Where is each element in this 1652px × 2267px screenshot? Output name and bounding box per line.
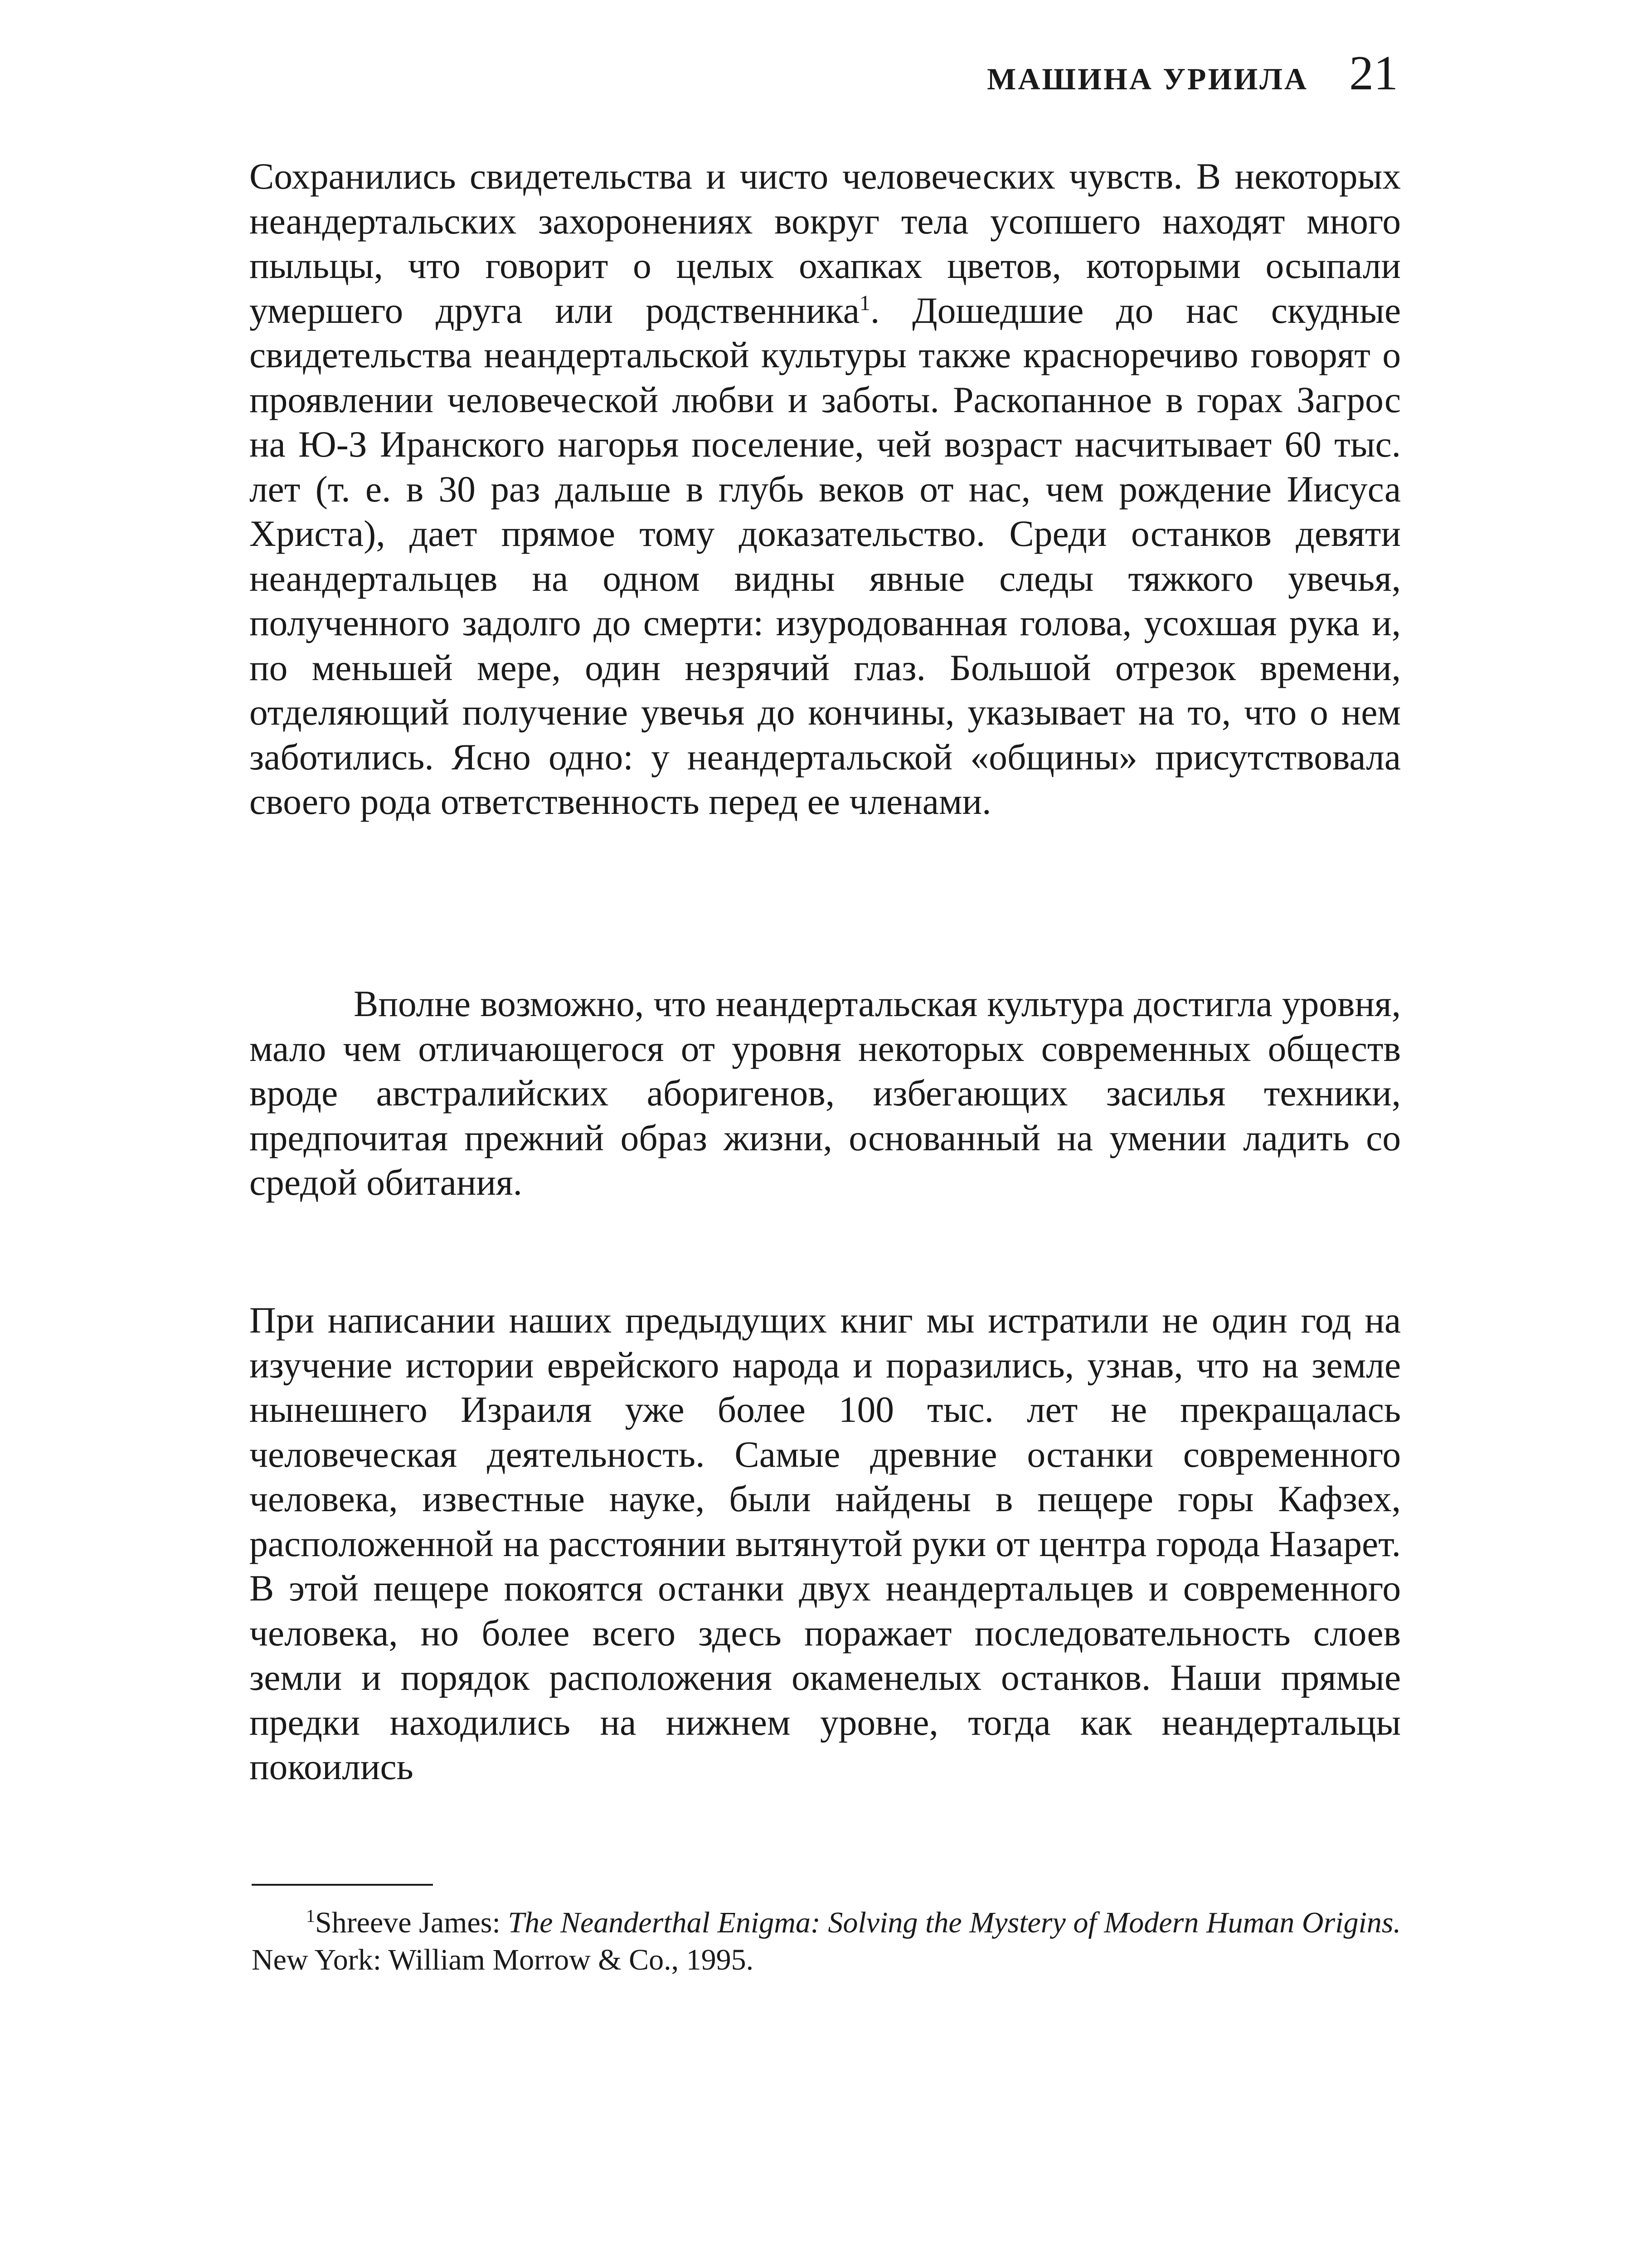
footnote: [252, 1904, 1401, 1979]
running-header: [987, 45, 1398, 102]
footnote-reference: 1: [859, 291, 870, 315]
paragraph-1-text-b: . Дошедшие до нас скудные свидетельства неандертальской культуры также красноречиво говорят о проявлении человеческой любви и заботы. Раскопанное в горах Загрос на Ю-З Иранского нагорья поселение, чей возраст насчитывает 60 тыс. лет (т. е. в 30 раз дальше в глубь веков от нас, чем рождение Иисуса Христа), дает прямое тому доказательство. Среди останков девяти неандертальцев на одном видны явные следы тяжкого увечья, полученного задолго до смерти: изуродованная голова, усохшая рука и, по меньшей мере, один незрячий глаз. Большой отрезок времени, отделяющий получение увечья до кончины, указывает на то, что о нем заботились. Ясно одно: у неандертальской «общины» присутствовала своего рода ответственность перед ее членами.: [249, 289, 1401, 822]
footnote-publisher: New York: William Morrow & Co., 1995.: [252, 1943, 754, 1976]
paragraph-3-text: При написании наших предыдущих книг мы истратили не один год на изучение истории еврейского народа и поразились, узнав, что на земле нынешнего Израиля уже более 100 тыс. лет не прекращалась человеческая деятельность. Самые древние останки современного человека, известные науке, были найдены в пещере горы Кафзех, расположенной на расстоянии вытянутой руки от центра города Назарет. В этой пещере покоятся останки двух неандертальцев и современного человека, но более всего здесь поражает последовательность слоев земли и порядок расположения окаменелых останков. Наши прямые предки находились на нижнем уровне, тогда как неандертальцы покоились: [249, 1299, 1401, 1787]
paragraph-1-text-a: Сохранились свидетельства и чисто человеческих чувств. В некоторых неандертальских захоронениях вокруг тела усопшего находят много пыльцы, что говорит о целых охапках цветов, которыми осыпали умершего друга или родственника: [249, 156, 1401, 331]
footnote-author: Shreeve James:: [315, 1906, 508, 1939]
paragraph-3: [249, 1298, 1401, 1790]
page-number: 21: [1349, 46, 1398, 100]
running-title: МАШИНА УРИИЛА: [987, 62, 1308, 96]
footnote-separator: [252, 1884, 433, 1886]
footnote-mark: 1: [306, 1906, 315, 1926]
footnote-title: The Neanderthal Enigma: Solving the Mystery of Modern Human Origins.: [508, 1906, 1401, 1939]
paragraph-1: [249, 154, 1401, 824]
paragraph-2-text: Вполне возможно, что неандертальская культура достигла уровня, мало чем отличающегося от уровня некоторых современных обществ вроде австралийских аборигенов, избегающих засилья техники, предпочитая прежний образ жизни, основанный на умении ладить со средой обитания.: [249, 983, 1401, 1203]
paragraph-2: [249, 982, 1401, 1205]
